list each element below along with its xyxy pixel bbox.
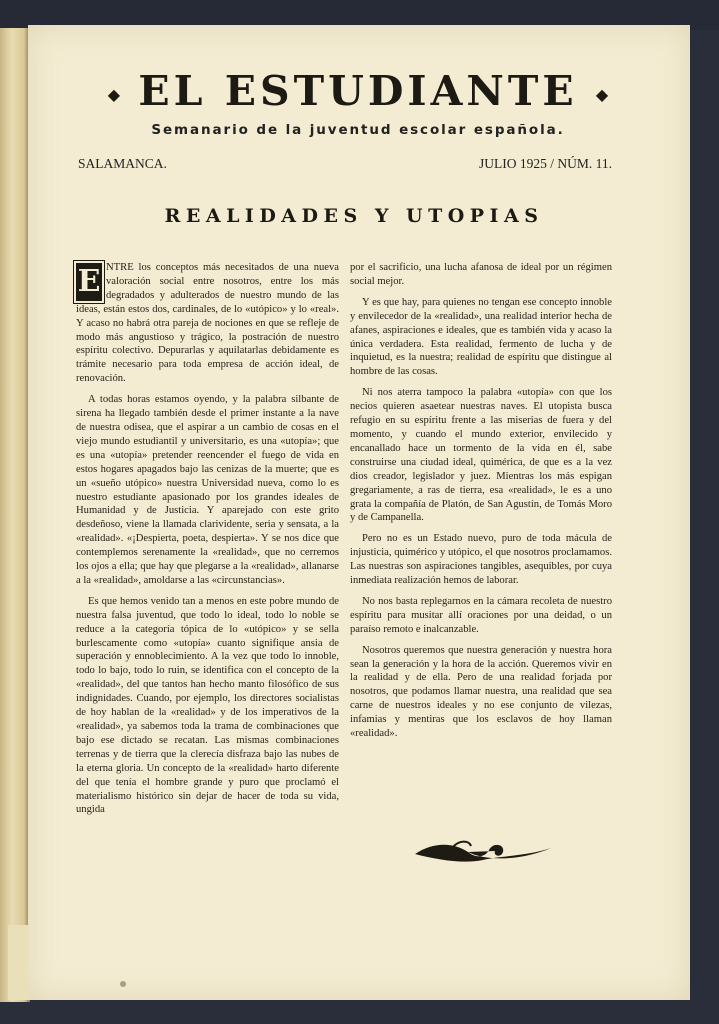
page-speck	[120, 981, 126, 987]
article-paragraph: No nos basta replegarnos en la cámara recoleta de nuestro espíritu para musitar allí oraciones por una deidad, o un paraíso remoto e inalcanzable.	[350, 595, 612, 635]
masthead-subtitle: Semanario de la juventud escolar española.	[151, 122, 565, 138]
article-headline: REALIDADES Y UTOPIAS	[164, 205, 544, 227]
drop-cap: E	[77, 264, 101, 299]
article-paragraph: por el sacrificio, una lucha afanosa de ideal por un régimen social mejor.	[350, 262, 612, 287]
masthead-issue: JULIO 1925 / NÚM. 11.	[479, 156, 612, 171]
article-column-left	[76, 261, 339, 824]
diamond-ornament-icon: ◆	[595, 85, 609, 104]
article-column-right	[350, 261, 612, 748]
article-paragraph: Es que hemos venido tan a menos en este pobre mundo de nuestra falsa juventud, que todo lo ideal, todo lo noble se reduce a la categoría tópica de lo «utópico» y se sella burlescamente como «utopía» cuanto signifique ansia de superación y ennoblecimiento. A la vez que todo lo innoble, todo lo bajo, todo lo ruin, se identifica con el concepto de la «realidad», del que tantos han hecho manto filosófico de sus indignidades. Cuando, por ejemplo, los directores socialistas de hoy hablan de la «realidad» y de los imperativos de la «realidad», ya sabemos toda la trama de combinaciones que bajo ese dictado se recatan. Las mismas combinaciones terrenas y de tierra que la clerecía disfraza bajo las nubes de la eterna gloria. Un concepto de la «realidad» harto diferente del que tenía el hombre grande y puro que proclamó el materialismo histórico sin dejar de hacer de toda su vida, ungida	[76, 595, 339, 816]
masthead-title-text: EL ESTUDIANTE	[138, 67, 578, 115]
diamond-ornament-icon: ◆	[107, 85, 121, 104]
article-paragraph: Pero no es un Estado nuevo, puro de toda mácula de injusticia, quimérico y utópico, el que nosotros proclamamos. Las nuestras son aspiraciones tangibles, asequibles, por cuya inmediata realización hemos de laborar.	[350, 533, 612, 587]
article-paragraph: Ni nos aterra tampoco la palabra «utopía» con que los necios quieren asaetear nuestras naves. El utopista busca refugio en su espíritu frente a las miserias de fuera y del momento, y cuando el mundo exterior, envilecido y encanallado hace un tormento de la vida en él, sabe construirse una ciudad ideal, quimérica, de que es a la vez dios creador, legislador y juez. Mientras los más espigan gregariamente, a ras de tierra, esa «realidad», le es a uno grata la compañía de Platón, de San Agustín, de Tomás Moro y de Campanella.	[350, 387, 612, 524]
article-paragraph: A todas horas estamos oyendo, y la palabra silbante de sirena ha llegado también desde el primer instante a la nave de nuestra odisea, que el aspirar a un cambio de cosas en el viejo mundo estudiantil y universitario, es una «utopía»; que es una «utopía» pretender reencender el fuego de vida en estos hogares apagados bajo las cenizas de la muerte; que es un «sueño utópico» nuestra Universidad nueva, como lo es nuestro estudiante apasionado por los grandes ideales de Humanidad y de Justicia. Y aparejado con este grito desdeñoso, viene la llamada clarividente, seria y sensata, a la «realidad». «¡Despierta, poeta, despierta». Y se nos dice que contemplemos serenamente la «realidad», que no cerremos los ojos a ella; que hay que plegarse a la «realidad», allanarse a la «realidad», amoldarse a las «circunstancias».	[76, 394, 339, 586]
article-paragraph: Y es que hay, para quienes no tengan ese concepto innoble y envilecedor de la «realidad», una realidad interior hecha de afanes, aspiraciones e ideales, que es también vida y acaso la única verdadera. Esta realidad, fermento de lucha y de inquietud, es la nuestra; realidad de espíritu que distingue al hombre de las cosas.	[350, 296, 612, 378]
facing-page-edge	[0, 28, 30, 1002]
article-paragraph	[76, 261, 339, 386]
scroll-flourish-icon	[413, 836, 553, 866]
article-paragraph: Nosotros queremos que nuestra generación y nuestra hora sean la generación y la hora de la acción. Queremos vivir en la realidad y de ella. Pero de una realidad forjada por nosotros, que podamos llamar nuestra, una realidad que sea carne de nuestros ideales y no ese conjunto de vilezas, infamias y mentiras que los esclavos de hoy llaman «realidad».	[350, 644, 612, 740]
masthead-city: SALAMANCA.	[78, 156, 167, 171]
newspaper-page	[28, 25, 690, 1000]
masthead-title	[78, 67, 638, 115]
paragraph-text: NTRE los conceptos más necesitados de una nueva valoración social entre nosotros, entre los más degradados y adulterados de nuestro mundo de las ideas, están estos dos, cardinales, de lo «utópico» y lo «real». Y acaso no habrá otra pareja de nociones en que se refleje de modo más angustioso y trágico, la postración de nuestro espíritu colectivo. Depurarlas y aquilatarlas debidamente es trámite necesario para toda empresa de acción ideal, de renovación.	[76, 262, 339, 385]
